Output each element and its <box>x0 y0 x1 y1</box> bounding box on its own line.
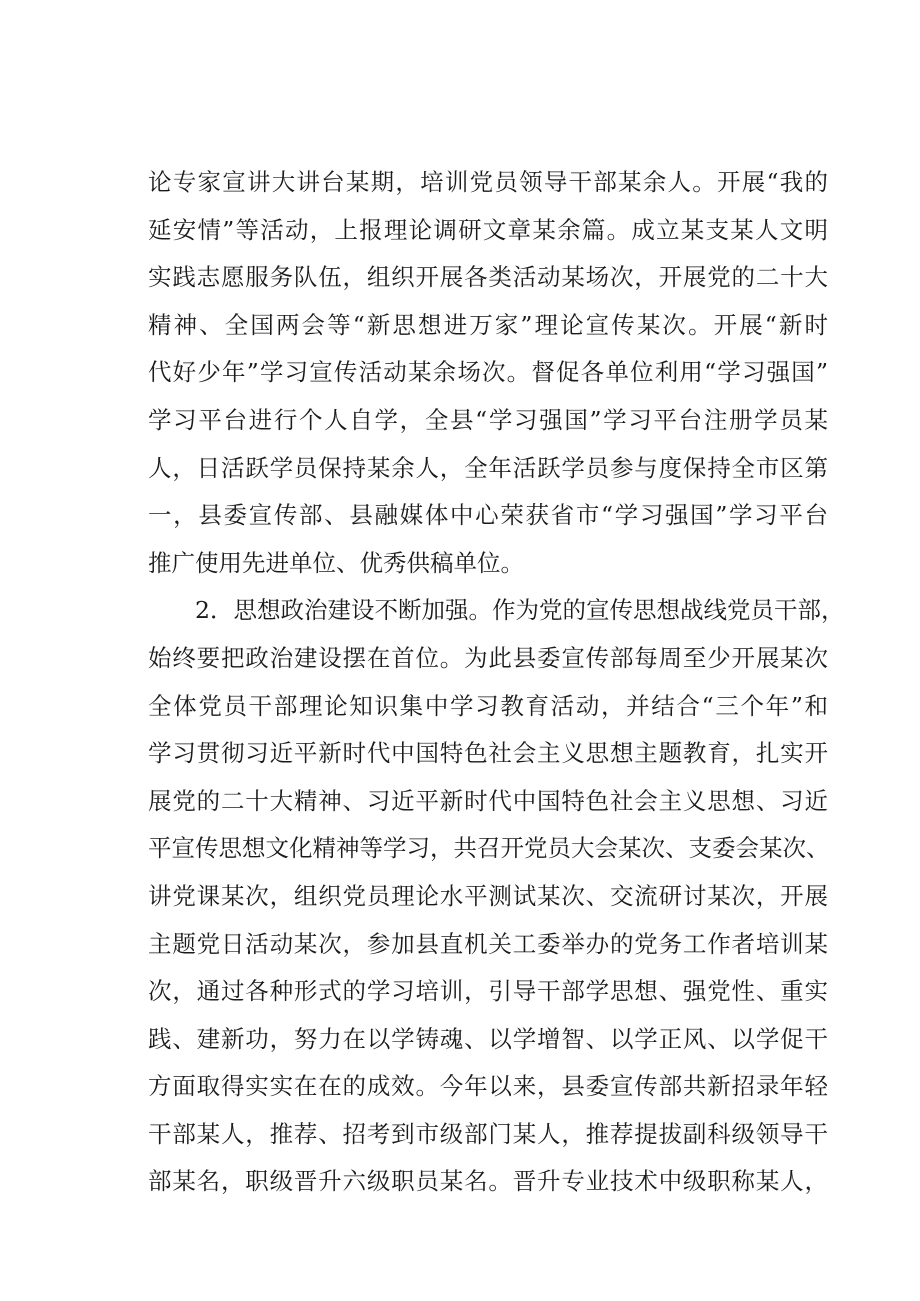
paragraph-line: 人，日活跃学员保持某余人，全年活跃学员参与度保持全市区第 <box>148 453 828 482</box>
paragraph-line: 全体党员干部理论知识集中学习教育活动，并结合“三个年”和 <box>148 691 828 720</box>
document-body <box>148 159 845 1206</box>
paragraph-line: 讲党课某次，组织党员理论水平测试某次、交流研讨某次，开展 <box>148 881 828 910</box>
paragraph-line: 始终要把政治建设摆在首位。为此县委宣传部每周至少开展某次 <box>148 643 828 672</box>
paragraph-line: 实践志愿服务队伍，组织开展各类活动某场次，开展党的二十大 <box>148 263 828 292</box>
paragraph-line: 学习平台进行个人自学，全县“学习强国”学习平台注册学员某 <box>148 405 828 434</box>
paragraph-line: 论专家宣讲大讲台某期，培训党员领导干部某余人。开展“我的 <box>148 168 828 196</box>
paragraph-line: 代好少年”学习宣传活动某余场次。督促各单位利用“学习强国” <box>148 358 828 387</box>
paragraph-1 <box>148 159 828 587</box>
paragraph-line: 干部某人，推荐、招考到市级部门某人，推荐提拔副科级领导干 <box>148 1119 828 1148</box>
paragraph-line: 平宣传思想文化精神等学习，共召开党员大会某次、支委会某次、 <box>148 834 830 863</box>
paragraph-line: 方面取得实实在在的成效。今年以来，县委宣传部共新招录年轻 <box>148 1072 828 1101</box>
paragraph-line: 延安情”等活动，上报理论调研文章某余篇。成立某支某人文明 <box>148 215 828 244</box>
paragraph-heading-line: 2．思想政治建设不断加强。作为党的宣传思想战线党员干部， <box>195 596 845 625</box>
paragraph-line: 次，通过各种形式的学习培训，引导干部学思想、强党性、重实 <box>148 977 828 1006</box>
paragraph-line: 主题党日活动某次，参加县直机关工委举办的党务工作者培训某 <box>148 929 828 958</box>
paragraph-line: 推广使用先进单位、优秀供稿单位。 <box>148 548 524 577</box>
paragraph-line: 践、建新功，努力在以学铸魂、以学增智、以学正风、以学促干 <box>148 1024 828 1053</box>
paragraph-line: 学习贯彻习近平新时代中国特色社会主义思想主题教育，扎实开 <box>148 739 828 768</box>
paragraph-line: 展党的二十大精神、习近平新时代中国特色社会主义思想、习近 <box>148 786 828 815</box>
paragraph-line: 一，县委宣传部、县融媒体中心荣获省市“学习强国”学习平台 <box>148 501 828 530</box>
paragraph-2 <box>148 587 845 1206</box>
paragraph-line: 精神、全国两会等“新思想进万家”理论宣传某次。开展“新时 <box>148 310 828 339</box>
paragraph-line: 部某名，职级晋升六级职员某名。晋升专业技术中级职称某人， <box>148 1167 828 1196</box>
